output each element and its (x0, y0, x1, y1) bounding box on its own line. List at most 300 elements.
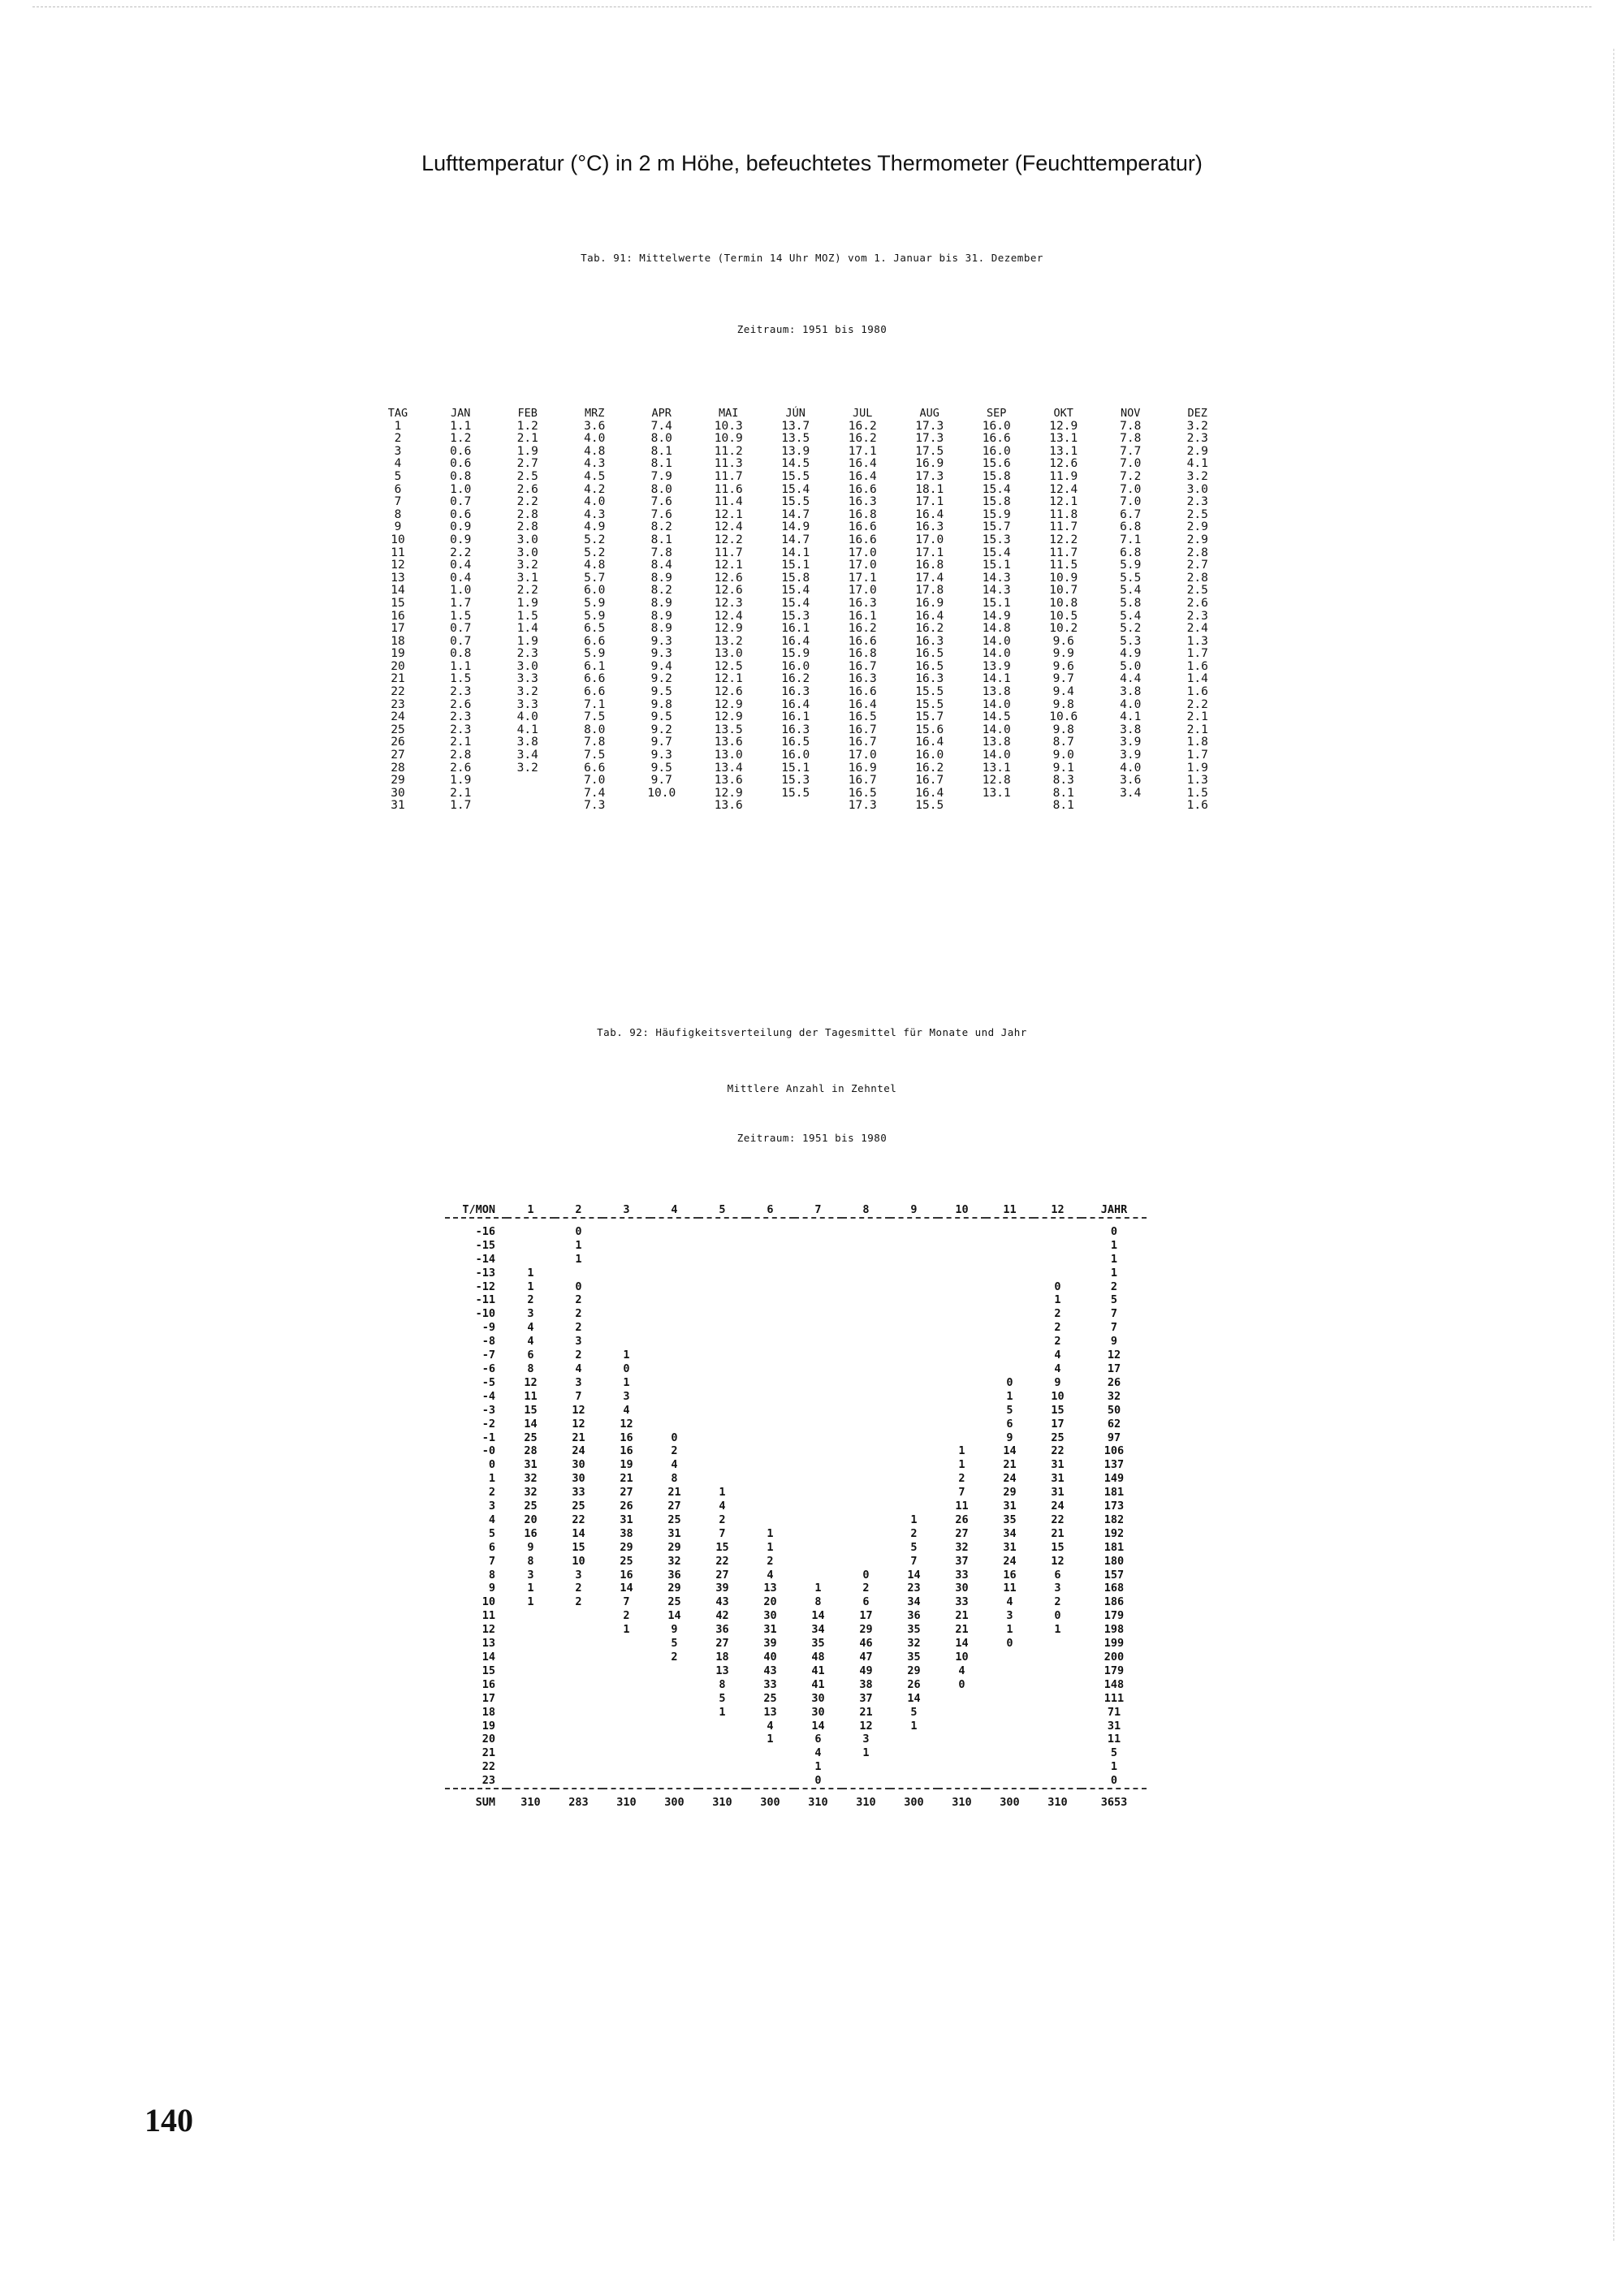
tab91-value-cell: 16.7 (848, 659, 877, 673)
tab91-value-cell: 3.2 (516, 559, 538, 572)
tab92-count-cell: 106 (1104, 1444, 1125, 1458)
tab92-count-cell (890, 1335, 938, 1349)
tab92-temp-cell: 19 (482, 1719, 495, 1733)
tab92-count-cell: 29 (1003, 1486, 1017, 1500)
tab91-header-cell: NOV (1121, 407, 1141, 420)
tab92-count-cell: 17 (1107, 1362, 1121, 1375)
tab92-count-cell: 0 (1054, 1609, 1061, 1623)
tab92-count-cell: 30 (572, 1472, 585, 1486)
tab92-count-cell: 3 (862, 1733, 870, 1746)
tab92-count-cell: 15 (524, 1403, 538, 1417)
tab91-day-cell: 13 (391, 571, 405, 585)
tab92-count-cell: 9 (1110, 1335, 1118, 1349)
tab91-value-cell: 1.4 (1186, 672, 1208, 686)
tab92-count-cell: 2 (671, 1444, 678, 1458)
tab92-count-cell: 20 (763, 1595, 777, 1609)
tab92-count-cell (1034, 1225, 1082, 1239)
tab91-value-cell: 12.6 (714, 571, 743, 585)
tab91-value-cell: 13.0 (714, 647, 743, 661)
tab92-count-cell: 3 (1006, 1609, 1013, 1623)
tab91-value-cell: 3.1 (516, 571, 538, 585)
tab92-count-cell: 13 (715, 1664, 729, 1677)
tab91-day-cell: 22 (391, 685, 405, 699)
tab92-count-cell (794, 1267, 842, 1280)
tab91-value-cell: 8.2 (650, 584, 672, 598)
tab91-value-cell: 15.9 (982, 507, 1011, 521)
tab92-count-cell: 31 (1003, 1500, 1017, 1513)
tab92-count-cell: 2 (1054, 1307, 1061, 1321)
tab92-count-cell: 4 (958, 1664, 965, 1677)
tab92-count-cell: 111 (1104, 1691, 1125, 1705)
tab92-count-cell (1034, 1706, 1082, 1720)
tab91-value-cell: 5.4 (1120, 584, 1142, 598)
tab91-value-cell: 16.2 (915, 761, 944, 775)
tab91-value-cell: 2.7 (516, 457, 538, 471)
tab92-count-cell (794, 1486, 842, 1500)
tab91-value-cell: 12.4 (1049, 482, 1078, 496)
tab91-value-cell: 9.6 (1052, 659, 1074, 673)
tab91-value-cell: 1.9 (516, 596, 538, 610)
tab91-value-cell: 7.4 (650, 419, 672, 433)
tab92-count-cell: 48 (811, 1651, 825, 1664)
tab92-count-cell (986, 1307, 1034, 1321)
tab92-count-cell: 27 (620, 1486, 633, 1500)
tab92-count-cell: 36 (715, 1623, 729, 1637)
page-number: 140 (145, 2102, 193, 2138)
tab92-row (445, 1651, 1147, 1664)
tab92-count-cell: 7 (910, 1554, 918, 1568)
tab92-temp-cell: -0 (482, 1444, 495, 1458)
tab92-count-cell: 50 (1107, 1403, 1121, 1417)
tab91-value-cell: 13.8 (982, 736, 1011, 749)
tab92-count-cell: 179 (1104, 1609, 1125, 1623)
tab91-value-cell: 9.4 (1052, 685, 1074, 699)
tab91-value-cell: 12.9 (714, 786, 743, 800)
tab91-value-cell: 2.2 (1186, 697, 1208, 711)
tab92-sum-cell: 300 (664, 1796, 685, 1810)
tab91-value-cell: 12.4 (714, 520, 743, 534)
tab91-value-cell: 5.5 (1120, 571, 1142, 585)
tab91-day-cell: 19 (391, 647, 405, 661)
tab92-count-cell (938, 1418, 986, 1431)
tab91-row (369, 458, 1231, 471)
tab92-count-cell: 0 (814, 1774, 822, 1788)
tab92-count-cell (746, 1774, 794, 1789)
tab92-count-cell: 33 (955, 1568, 969, 1582)
tab92-row (445, 1541, 1147, 1555)
tab91-value-cell: 16.1 (781, 710, 810, 724)
tab92-temp-cell: 22 (482, 1760, 495, 1774)
tab92-count-cell: 8 (527, 1362, 534, 1375)
tab92-count-cell: 25 (667, 1513, 681, 1526)
tab92-row (445, 1444, 1147, 1458)
tab91-value-cell: 4.8 (584, 444, 606, 458)
tab92-row (445, 1500, 1147, 1513)
tab92-count-cell: 2 (719, 1513, 726, 1526)
tab91-value-cell (762, 800, 830, 813)
tab91-value-cell: 7.8 (584, 736, 606, 749)
tab91-value-cell: 16.1 (781, 622, 810, 636)
tab92-count-cell (603, 1239, 650, 1253)
tab92-count-cell (507, 1239, 555, 1253)
tab92-count-cell: 25 (524, 1500, 538, 1513)
tab91-day-cell: 9 (394, 520, 402, 534)
tab92-count-cell (986, 1774, 1034, 1789)
tab92-count-cell: 182 (1104, 1513, 1125, 1526)
tab92-header-cell: 3 (623, 1203, 630, 1216)
tab91-value-cell: 13.6 (714, 799, 743, 813)
tab92-count-cell (650, 1774, 698, 1789)
tab92-count-cell (603, 1720, 650, 1733)
tab92-count-cell: 1 (767, 1540, 774, 1554)
tab92-count-cell: 2 (623, 1609, 630, 1623)
tab91-value-cell: 0.9 (450, 533, 472, 546)
tab91-value-cell: 6.8 (1120, 546, 1142, 559)
tab92-count-cell: 1 (1110, 1760, 1118, 1774)
tab91-value-cell: 7.1 (1120, 533, 1142, 546)
tab92-count-cell (746, 1225, 794, 1239)
tab92-count-cell (794, 1280, 842, 1294)
tab92-count-cell (986, 1293, 1034, 1307)
tab92-count-cell: 3 (575, 1568, 582, 1582)
tab92-count-cell (890, 1458, 938, 1472)
tab91-value-cell: 1.6 (1186, 659, 1208, 673)
tab92-count-cell: 14 (811, 1609, 825, 1623)
tab91-value-cell: 3.8 (1120, 685, 1142, 699)
tab91-value-cell: 3.3 (516, 672, 538, 686)
tab91-value-cell: 2.8 (516, 520, 538, 534)
tab91-value-cell: 16.6 (982, 432, 1011, 446)
tab91-value-cell: 1.2 (516, 419, 538, 433)
tab92-count-cell: 11 (955, 1500, 969, 1513)
tab91-value-cell: 9.9 (1052, 647, 1074, 661)
tab91-value-cell: 16.5 (848, 710, 877, 724)
tab92-count-cell: 30 (763, 1609, 777, 1623)
tab92-count-cell (603, 1307, 650, 1321)
tab92-header-cell: 8 (862, 1203, 870, 1216)
tab92-count-cell (507, 1678, 555, 1692)
tab91-value-cell: 1.9 (450, 774, 472, 788)
tab91-day-cell: 23 (391, 697, 405, 711)
tab92-count-cell (698, 1458, 746, 1472)
tab92-count-cell (890, 1239, 938, 1253)
tab92-count-cell: 21 (620, 1472, 633, 1486)
tab91-value-cell: 17.1 (915, 546, 944, 559)
tab92-count-cell: 22 (572, 1513, 585, 1526)
tab91-header-cell: MAI (719, 407, 739, 420)
tab91-value-cell: 16.9 (915, 457, 944, 471)
tab91-row (369, 547, 1231, 560)
tab92-count-cell (746, 1431, 794, 1445)
scan-edge-top (32, 6, 1592, 7)
tab92-count-cell (842, 1225, 890, 1239)
tab92-count-cell: 137 (1104, 1458, 1125, 1472)
tab92-count-cell: 2 (1054, 1321, 1061, 1335)
tab91-value-cell: 9.7 (650, 736, 672, 749)
tab92-count-cell: 4 (527, 1321, 534, 1335)
tab92-count-cell: 62 (1107, 1417, 1121, 1431)
tab91-row (369, 736, 1231, 749)
tab92-count-cell: 4 (1006, 1595, 1013, 1609)
tab91-value-cell: 5.9 (584, 596, 606, 610)
tab91-value-cell: 15.8 (982, 495, 1011, 509)
tab92-count-cell: 25 (620, 1554, 633, 1568)
tab92-row (445, 1458, 1147, 1472)
tab92-count-cell: 11 (524, 1389, 538, 1403)
tab91-value-cell: 11.6 (714, 482, 743, 496)
tab92-count-cell (938, 1280, 986, 1294)
tab92-count-cell: 24 (1051, 1500, 1065, 1513)
tab91-value-cell: 12.6 (714, 584, 743, 598)
tab92-count-cell: 29 (859, 1623, 873, 1637)
tab92-count-cell: 40 (763, 1651, 777, 1664)
tab92-count-cell: 8 (814, 1595, 822, 1609)
tab91-value-cell: 5.9 (584, 609, 606, 623)
tab92-count-cell: 21 (859, 1705, 873, 1719)
tab91-value-cell (495, 800, 562, 813)
tab91-value-cell: 2.5 (516, 469, 538, 483)
tab91-value-cell: 9.2 (650, 672, 672, 686)
tab92-count-cell (842, 1418, 890, 1431)
tab91-value-cell: 16.5 (915, 647, 944, 661)
tab92-count-cell (794, 1293, 842, 1307)
tab92-count-cell (698, 1390, 746, 1404)
tab92-count-cell (698, 1376, 746, 1390)
tab92-temp-cell: -6 (482, 1362, 495, 1375)
tab92-count-cell (698, 1720, 746, 1733)
tab91-value-cell: 9.7 (650, 774, 672, 788)
tab92-count-cell (1034, 1720, 1082, 1733)
tab92-count-cell (650, 1418, 698, 1431)
tab92-count-cell: 7 (719, 1526, 726, 1540)
tab92-count-cell (890, 1404, 938, 1418)
tab92-count-cell: 21 (955, 1623, 969, 1637)
tab92-temp-cell: -14 (475, 1252, 495, 1266)
tab92-count-cell (794, 1418, 842, 1431)
tab92-temp-cell: 16 (482, 1677, 495, 1691)
tab92-count-cell (1034, 1664, 1082, 1678)
tab91-value-cell: 10.5 (1049, 609, 1078, 623)
tab91-value-cell: 10.7 (1049, 584, 1078, 598)
tab92-count-cell: 27 (667, 1500, 681, 1513)
tab92-count-cell (555, 1733, 603, 1746)
tab91-value-cell: 14.0 (982, 723, 1011, 736)
tab92-sum-cell: 3653 (1100, 1796, 1128, 1810)
tab91-value-cell: 12.1 (1049, 495, 1078, 509)
tab92-row (445, 1486, 1147, 1500)
tab91-value-cell: 12.9 (714, 710, 743, 724)
tab91-value-cell: 6.0 (584, 584, 606, 598)
tab91-day-cell: 16 (391, 609, 405, 623)
tab91-value-cell: 2.8 (450, 749, 472, 762)
tab91-value-cell: 4.9 (584, 520, 606, 534)
tab92-count-cell: 38 (859, 1677, 873, 1691)
tab92-count-cell: 2 (575, 1293, 582, 1307)
tab92-count-cell (603, 1678, 650, 1692)
tab91-value-cell: 16.0 (982, 419, 1011, 433)
tab92-count-cell: 14 (524, 1417, 538, 1431)
tab92-count-cell (1034, 1651, 1082, 1664)
tab91-value-cell: 16.5 (848, 786, 877, 800)
tab92-count-cell: 14 (811, 1719, 825, 1733)
tab92-count-cell (698, 1239, 746, 1253)
tab91-value-cell: 0.4 (450, 559, 472, 572)
tab91-value-cell: 12.9 (714, 622, 743, 636)
tab91-value-cell: 6.6 (584, 761, 606, 775)
tab92-count-cell (1034, 1760, 1082, 1774)
tab92-count-cell: 29 (907, 1664, 921, 1677)
tab92-count-cell: 27 (715, 1637, 729, 1651)
tab92-count-cell (890, 1307, 938, 1321)
tab92-count-cell (746, 1760, 794, 1774)
tab92-count-cell: 3 (1054, 1582, 1061, 1595)
tab91-day-cell: 30 (391, 786, 405, 800)
tab92-count-cell (842, 1362, 890, 1376)
tab92-count-cell (986, 1335, 1034, 1349)
tab92-count-cell: 4 (575, 1362, 582, 1375)
tab92-count-cell: 31 (1051, 1472, 1065, 1486)
tab92-row (445, 1706, 1147, 1720)
tab91-header-cell: JAN (451, 407, 471, 420)
tab91-value-cell: 2.1 (1186, 723, 1208, 736)
tab91-value-cell: 1.9 (1186, 761, 1208, 775)
tab91-value-cell: 12.1 (714, 672, 743, 686)
tab91-value-cell: 8.1 (650, 457, 672, 471)
tab92-count-cell (650, 1376, 698, 1390)
tab92-row (445, 1472, 1147, 1486)
tab91-value-cell: 11.4 (714, 495, 743, 509)
tab91-value-cell: 13.5 (781, 432, 810, 446)
tab91-value-cell: 17.3 (915, 419, 944, 433)
tab92-sum-cell: 310 (616, 1796, 637, 1810)
tab91-value-cell: 16.8 (915, 559, 944, 572)
tab91-value-cell: 7.1 (584, 697, 606, 711)
tab92-count-cell (938, 1720, 986, 1733)
tab91-value-cell: 17.1 (848, 444, 877, 458)
tab92-count-cell (890, 1472, 938, 1486)
tab91-row (369, 484, 1231, 497)
tab92-count-cell: 11 (1003, 1582, 1017, 1595)
tab92-row (445, 1569, 1147, 1582)
tab91-value-cell: 1.6 (1186, 799, 1208, 813)
tab92-count-cell: 4 (814, 1746, 822, 1760)
tab92-count-cell: 148 (1104, 1677, 1125, 1691)
tab91-value-cell: 6.6 (584, 685, 606, 699)
tab91-value-cell: 3.9 (1120, 736, 1142, 749)
tab92-count-cell (938, 1267, 986, 1280)
tab92-count-cell (890, 1390, 938, 1404)
tab91-value-cell: 5.2 (584, 546, 606, 559)
tab92-count-cell: 26 (620, 1500, 633, 1513)
tab91-value-cell: 1.7 (1186, 749, 1208, 762)
tab91-value-cell: 9.6 (1052, 634, 1074, 648)
tab91-value-cell: 15.6 (915, 723, 944, 736)
tab92-temp-cell: 15 (482, 1664, 495, 1677)
tab91-value-cell: 2.9 (1186, 444, 1208, 458)
tab91-value-cell: 3.2 (1186, 469, 1208, 483)
tab91-value-cell: 12.9 (714, 697, 743, 711)
tab92-count-cell: 179 (1104, 1664, 1125, 1677)
tab92-count-cell (603, 1774, 650, 1789)
tab91-value-cell: 16.2 (781, 672, 810, 686)
tab92-count-cell (890, 1376, 938, 1390)
tab92-count-cell: 1 (719, 1705, 726, 1719)
tab92-count-cell: 4 (671, 1458, 678, 1472)
tab92-count-cell: 1 (1110, 1266, 1118, 1280)
tab92-count-cell: 16 (1003, 1568, 1017, 1582)
tab91-value-cell: 16.7 (848, 774, 877, 788)
tab92-count-cell (938, 1335, 986, 1349)
tab91-value-cell: 13.4 (714, 761, 743, 775)
tab92-count-cell (603, 1746, 650, 1760)
tab91-value-cell: 9.3 (650, 647, 672, 661)
tab92-count-cell (986, 1760, 1034, 1774)
tab91-value-cell: 4.0 (1120, 697, 1142, 711)
tab91-day-cell: 10 (391, 533, 405, 546)
tab92-count-cell: 22 (715, 1554, 729, 1568)
tab92-count-cell: 30 (811, 1691, 825, 1705)
tab92-count-cell (555, 1746, 603, 1760)
tab92-count-cell (698, 1280, 746, 1294)
tab91-value-cell: 9.8 (650, 697, 672, 711)
tab92-count-cell: 0 (1006, 1637, 1013, 1651)
tab92-count-cell: 1 (527, 1280, 534, 1293)
tab91-value-cell: 11.5 (1049, 559, 1078, 572)
tab91-value-cell: 2.5 (1186, 584, 1208, 598)
tab91-value-cell: 16.2 (848, 622, 877, 636)
tab92-count-cell: 2 (1110, 1280, 1118, 1293)
tab91-value-cell: 15.3 (781, 609, 810, 623)
tab92-count-cell (698, 1774, 746, 1789)
tab91-header-cell: OKT (1053, 407, 1073, 420)
tab91-header-row (369, 408, 1231, 421)
tab91-value-cell: 2.8 (1186, 546, 1208, 559)
tab91-value-cell: 3.0 (516, 546, 538, 559)
tab91-value-cell: 11.7 (1049, 546, 1078, 559)
tab92-count-cell (938, 1349, 986, 1362)
tab92-count-cell: 0 (1110, 1224, 1118, 1238)
tab92-count-cell (650, 1746, 698, 1760)
tab91-day-cell: 8 (394, 507, 402, 521)
tab92-count-cell (746, 1746, 794, 1760)
tab91-row (369, 711, 1231, 724)
tab91-day-cell: 20 (391, 659, 405, 673)
tab92-count-cell: 27 (955, 1526, 969, 1540)
tab92-count-cell: 1 (958, 1458, 965, 1472)
tab91-value-cell: 7.8 (1120, 432, 1142, 446)
tab92-temp-cell: -9 (482, 1321, 495, 1335)
tab92-sum-cell: 310 (856, 1796, 876, 1810)
tab91-value-cell: 17.3 (915, 469, 944, 483)
tab92-dashed-divider (445, 1789, 1147, 1796)
tab91-value-cell: 7.8 (1120, 419, 1142, 433)
tab92-count-cell: 46 (859, 1637, 873, 1651)
tab92-count-cell (938, 1404, 986, 1418)
tab91-value-cell: 14.5 (982, 710, 1011, 724)
tab92-count-cell: 1 (623, 1623, 630, 1637)
tab92-count-cell (746, 1349, 794, 1362)
tab92-temp-cell: 10 (482, 1595, 495, 1609)
tab92-count-cell (507, 1253, 555, 1267)
tab91-day-cell: 18 (391, 634, 405, 648)
tab92-count-cell: 33 (763, 1677, 777, 1691)
tab92-count-cell (842, 1486, 890, 1500)
tab92-count-cell: 26 (1107, 1375, 1121, 1389)
tab92-count-cell: 3 (527, 1307, 534, 1321)
tab92-count-cell (698, 1225, 746, 1239)
tab91-value-cell: 3.0 (1186, 482, 1208, 496)
tab91-value-cell: 7.6 (650, 507, 672, 521)
